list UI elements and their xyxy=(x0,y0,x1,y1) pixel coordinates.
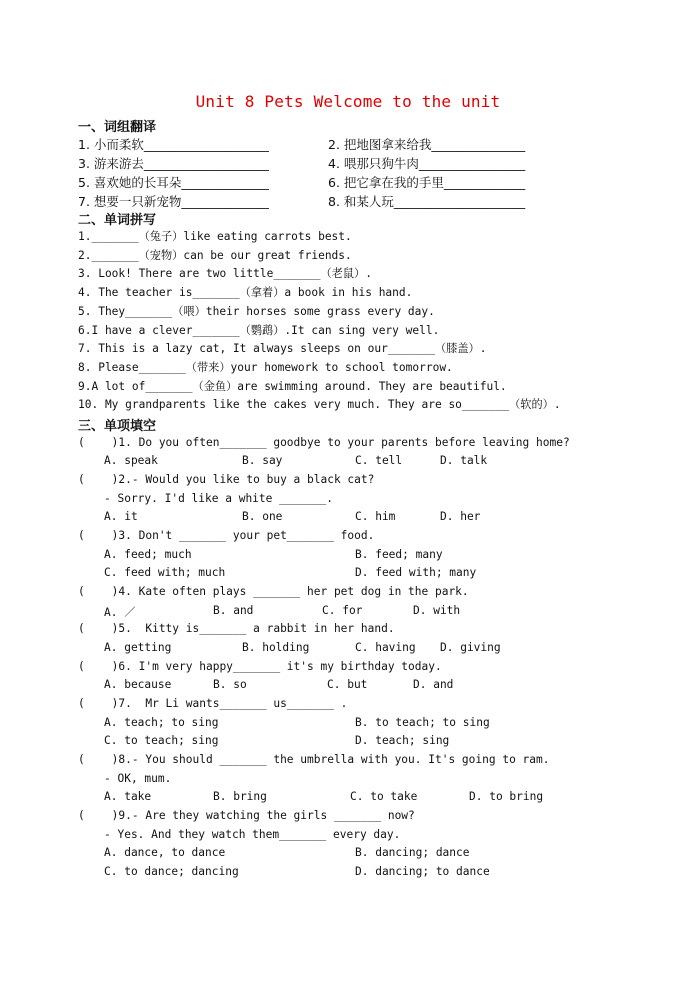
question-stem: ( )7. Mr Li wants_______ us_______ . xyxy=(78,697,348,710)
spelling-item: 7. This is a lazy cat, It always sleeps on our_______（膝盖）. xyxy=(78,342,487,355)
question-stem: ( )5. Kitty is_______ a rabbit in her hand. xyxy=(78,622,395,635)
spelling-item: 1._______（兔子）like eating carrots best. xyxy=(78,230,352,243)
option: A. ／ xyxy=(104,606,136,619)
phrase-item: 4. 喂那只狗牛肉_________________ xyxy=(328,156,526,171)
question-stem-line2: - Sorry. I'd like a white _______. xyxy=(104,492,334,505)
option: B. bring xyxy=(213,790,267,803)
spelling-item: 8. Please_______（带来）your homework to school tomorrow. xyxy=(78,361,453,374)
section1-heading: 一、词组翻译 xyxy=(78,120,157,135)
option: C. but xyxy=(327,678,368,691)
spelling-item: 9.A lot of_______（金鱼）are swimming around. They are beautiful. xyxy=(78,380,507,393)
option: B. say xyxy=(242,454,283,467)
phrase-item: 6. 把它拿在我的手里_____________ xyxy=(328,175,526,190)
page-title: Unit 8 Pets Welcome to the unit xyxy=(195,92,501,111)
question-stem: ( )6. I'm very happy_______ it's my birthday today. xyxy=(78,660,442,673)
section2-heading: 二、单词拼写 xyxy=(78,213,157,228)
option: A. because xyxy=(104,678,172,691)
option: D. teach; sing xyxy=(355,734,450,747)
option: A. speak xyxy=(104,454,158,467)
question-stem: ( )4. Kate often plays _______ her pet dog in the park. xyxy=(78,585,469,598)
spelling-item: 3. Look! There are two little_______（老鼠）. xyxy=(78,267,372,280)
option: A. teach; to sing xyxy=(104,716,219,729)
option: D. feed with; many xyxy=(355,566,477,579)
option: A. take xyxy=(104,790,152,803)
option: C. tell xyxy=(355,454,403,467)
option: A. feed; much xyxy=(104,548,192,561)
phrase-item: 5. 喜欢她的长耳朵______________ xyxy=(78,175,269,190)
option: B. to teach; to sing xyxy=(355,716,490,729)
option: A. it xyxy=(104,510,138,523)
phrase-item: 8. 和某人玩_____________________ xyxy=(328,194,526,209)
spelling-item: 4. The teacher is_______（拿着）a book in his hand. xyxy=(78,286,413,299)
question-stem: ( )9.- Are they watching the girls _______ now? xyxy=(78,809,415,822)
option: C. to take xyxy=(350,790,418,803)
option: D. her xyxy=(440,510,481,523)
option: B. dancing; dance xyxy=(355,846,470,859)
option: C. to dance; dancing xyxy=(104,865,239,878)
spelling-item: 6.I have a clever_______（鹦鹉）.It can sing very well. xyxy=(78,324,440,337)
question-stem: ( )3. Don't _______ your pet_______ food. xyxy=(78,529,375,542)
option: C. him xyxy=(355,510,396,523)
question-stem-line2: - OK, mum. xyxy=(104,772,172,785)
phrase-item: 1. 小而柔软____________________ xyxy=(78,137,269,152)
option: D. giving xyxy=(440,641,501,654)
spelling-item: 5. They_______（喂）their horses some grass every day. xyxy=(78,305,435,318)
phrase-item: 7. 想要一只新宠物______________ xyxy=(78,194,269,209)
spelling-item: 2._______（宠物）can be our great friends. xyxy=(78,249,352,262)
phrase-item: 3. 游来游去____________________ xyxy=(78,156,269,171)
option: B. so xyxy=(213,678,247,691)
option: A. dance, to dance xyxy=(104,846,226,859)
option: B. holding xyxy=(242,641,310,654)
option: B. one xyxy=(242,510,283,523)
question-stem-line2: - Yes. And they watch them_______ every day. xyxy=(104,828,401,841)
question-stem: ( )2.- Would you like to buy a black cat? xyxy=(78,473,375,486)
option: D. dancing; to dance xyxy=(355,865,490,878)
option: C. feed with; much xyxy=(104,566,226,579)
option: C. having xyxy=(355,641,416,654)
option: C. to teach; sing xyxy=(104,734,219,747)
section3-heading: 三、单项填空 xyxy=(78,419,157,434)
option: D. to bring xyxy=(469,790,544,803)
option: D. with xyxy=(413,604,461,617)
spelling-item: 10. My grandparents like the cakes very much. They are so_______（软的）. xyxy=(78,398,561,411)
option: C. for xyxy=(322,604,363,617)
option: D. and xyxy=(413,678,454,691)
option: D. talk xyxy=(440,454,488,467)
option: B. and xyxy=(213,604,254,617)
option: A. getting xyxy=(104,641,172,654)
phrase-item: 2. 把地图拿来给我_______________ xyxy=(328,137,526,152)
question-stem: ( )8.- You should _______ the umbrella with you. It's going to ram. xyxy=(78,753,550,766)
option: B. feed; many xyxy=(355,548,443,561)
question-stem: ( )1. Do you often_______ goodbye to your parents before leaving home? xyxy=(78,436,570,449)
